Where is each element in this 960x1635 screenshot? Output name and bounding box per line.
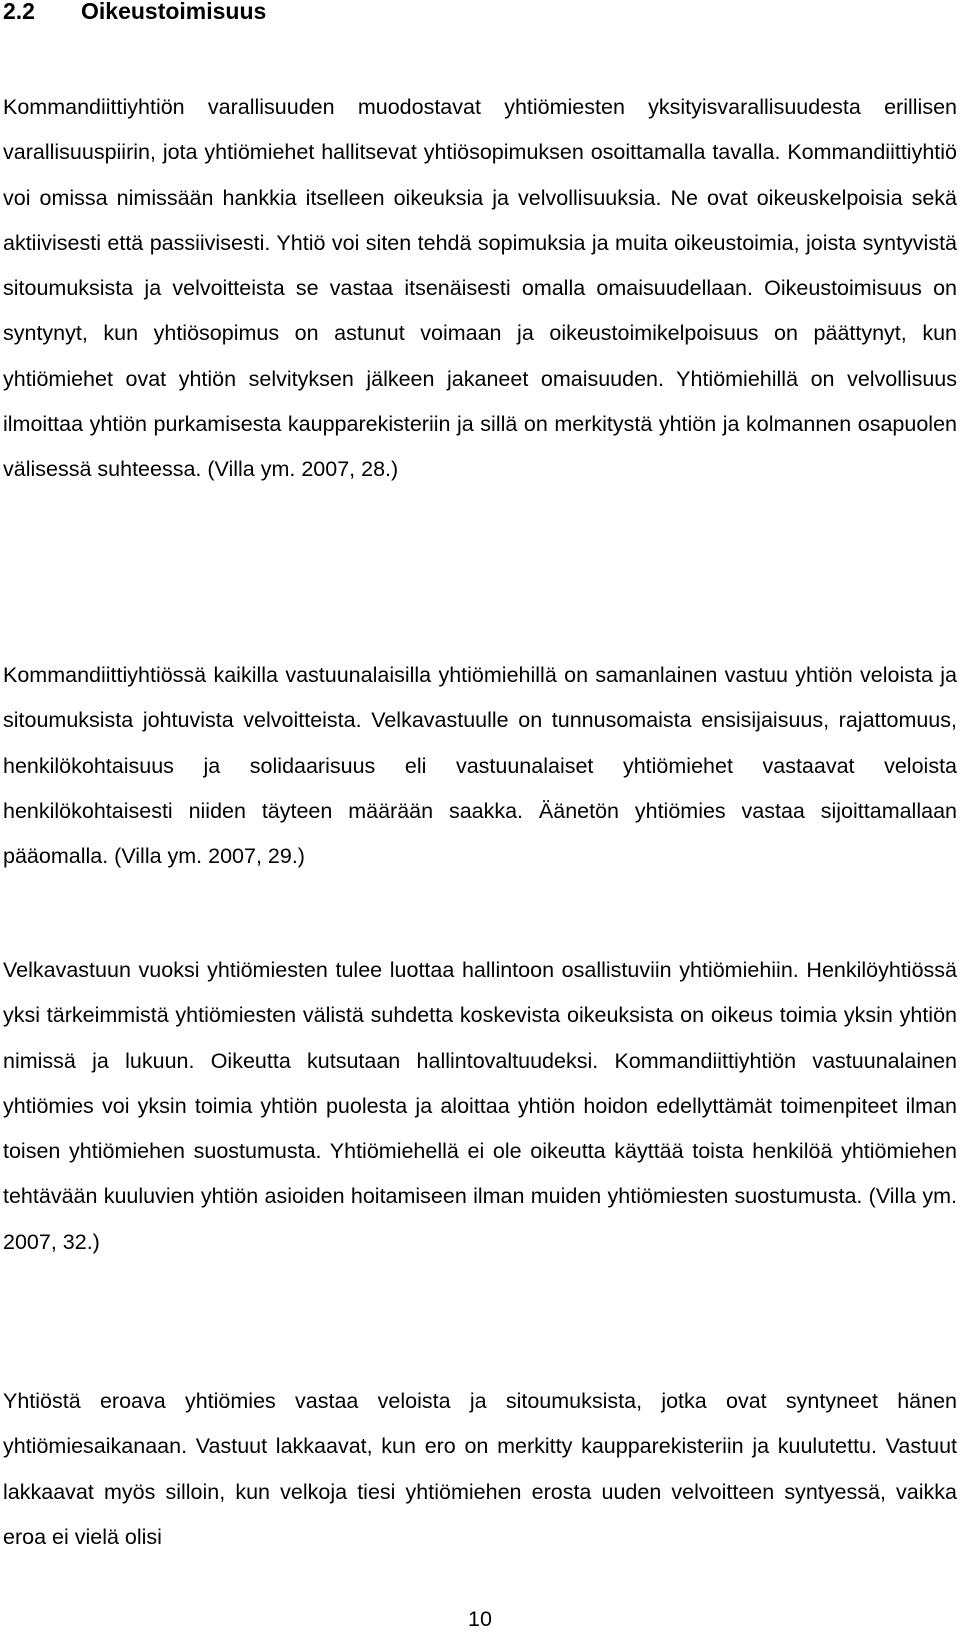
section-number: 2.2	[3, 0, 35, 24]
paragraph-4: Yhtiöstä eroava yhtiömies vastaa veloista ja sitoumuksista, jotka ovat syntyneet hänen yhtiömiesaikanaan. Vastuut lakkaavat, kun ero on merkitty kaupparekisteriin ja kuulutettu. Vastuut lakkaavat myös silloin, kun velkoja tiesi yhtiömiehen erosta uuden velvoitteen syntyessä, vaikka eroa ei vielä olisi	[3, 1389, 957, 1549]
page-number: 10	[468, 1607, 492, 1631]
paragraph-3: Velkavastuun vuoksi yhtiömiesten tulee luottaa hallintoon osallistuviin yhtiömiehiin. Henkilöyhtiössä yksi tärkeimmistä yhtiömiesten välistä suhdetta koskevista oikeuksista on oikeus toimia yksin yhtiön nimissä ja lukuun. Oikeutta kutsutaan hallintovaltuudeksi. Kommandiittiyhtiön vastuunalainen yhtiömies voi yksin toimia yhtiön puolesta ja aloittaa yhtiön hoidon edellyttämät toimenpiteet ilman toisen yhtiömiehen suostumusta. Yhtiömiehellä ei ole oikeutta käyttää toista henkilöä yhtiömiehen tehtävään kuuluvien yhtiön asioiden hoitamiseen ilman muiden yhtiömiesten suostumusta. (Villa ym. 2007, 32.)	[3, 958, 957, 1254]
paragraph-1: Kommandiittiyhtiön varallisuuden muodostavat yhtiömiesten yksityisvarallisuudesta erillisen varallisuuspiirin, jota yhtiömiehet hallitsevat yhtiösopimuksen osoittamalla tavalla. Kommandiittiyhtiö voi omissa nimissään hankkia itselleen oikeuksia ja velvollisuuksia. Ne ovat oikeuskelpoisia sekä aktiivisesti että passiivisesti. Yhtiö voi siten tehdä sopimuksia ja muita oikeustoimia, joista syntyvistä sitoumuksista ja velvoitteista se vastaa itsenäisesti omalla omaisuudellaan. Oikeustoimisuus on syntynyt, kun yhtiösopimus on astunut voimaan ja oikeustoimikelpoisuus on päättynyt, kun yhtiömiehet ovat yhtiön selvityksen jälkeen jakaneet omaisuuden. Yhtiömiehillä on velvollisuus ilmoittaa yhtiön purkamisesta kaupparekisteriin ja sillä on merkitystä yhtiön ja kolmannen osapuolen välisessä suhteessa. (Villa ym. 2007, 28.)	[3, 95, 957, 482]
section-title: Oikeustoimisuus	[81, 0, 267, 24]
section-heading	[3, 0, 266, 26]
paragraph-2: Kommandiittiyhtiössä kaikilla vastuunalaisilla yhtiömiehillä on samanlainen vastuu yhtiön veloista ja sitoumuksista johtuvista velvoitteista. Velkavastuulle on tunnusomaista ensisijaisuus, rajattomuus, henkilökohtaisuus ja solidaarisuus eli vastuunalaiset yhtiömiehet vastaavat veloista henkilökohtaisesti niiden täyteen määrään saakka. Äänetön yhtiömies vastaa sijoittamallaan pääomalla. (Villa ym. 2007, 29.)	[3, 663, 957, 869]
